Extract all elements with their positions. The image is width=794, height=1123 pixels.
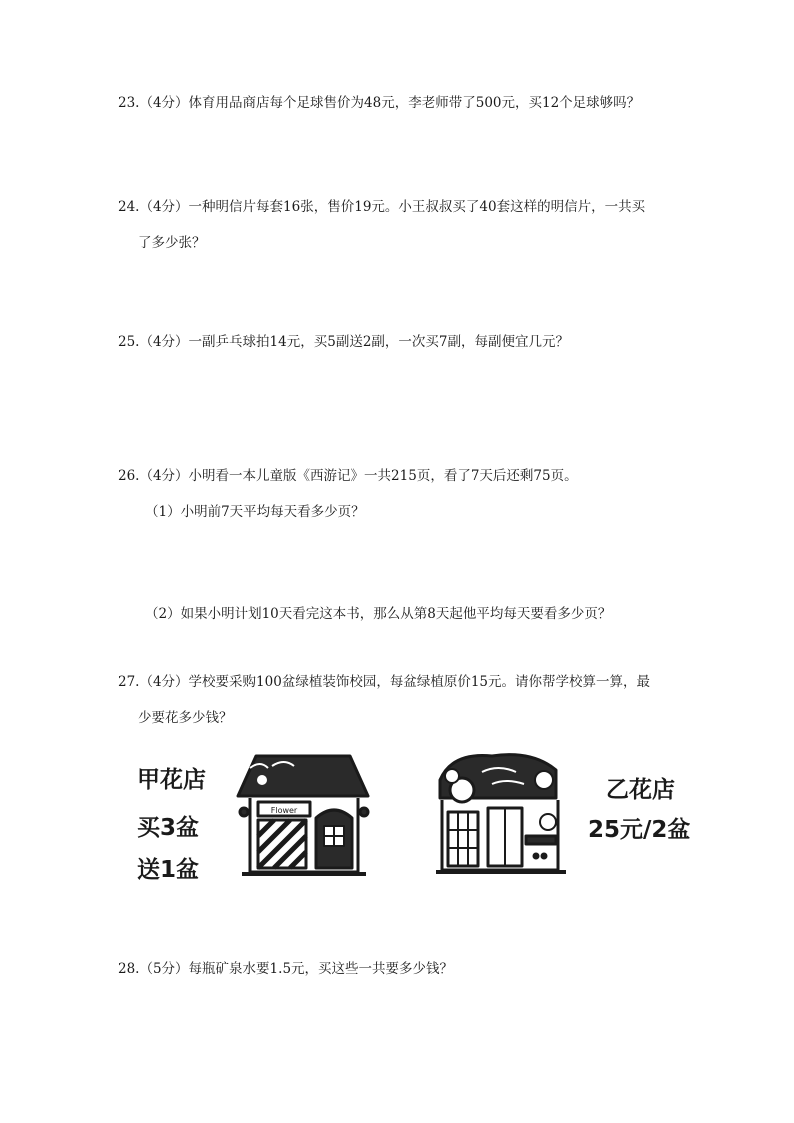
question-26-sub1: （1）小明前7天平均每天看多少页？ [145,504,365,520]
question-28: 28.（5分）每瓶矿泉水要1.5元，买这些一共要多少钱？ [118,961,454,977]
question-27-line2: 少要花多少钱？ [138,710,233,726]
question-24-line1: 24.（4分）一种明信片每套16张，售价19元。小王叔叔买了40套这样的明信片，一共买 [118,199,646,215]
shop-yi-illustration [432,750,572,880]
question-24-line2: 了多少张？ [138,235,206,251]
shop-yi-name: 乙花店 [606,777,675,803]
question-23: 23.（4分）体育用品商店每个足球售价为48元，李老师带了500元，买12个足球够吗？ [118,95,641,111]
shop-jia-offer-free: 送1盆 [137,857,200,883]
question-26-sub2: （2）如果小明计划10天看完这本书，那么从第8天起他平均每天要看多少页？ [145,606,612,622]
shop-jia-name: 甲花店 [137,767,206,793]
question-25: 25.（4分）一副乒乓球拍14元，买5副送2副，一次买7副，每副便宜几元？ [118,334,570,350]
shop-jia-illustration [232,752,372,880]
shop-yi-price: 25元/2盆 [588,817,691,843]
question-27-line1: 27.（4分）学校要采购100盆绿植装饰校园，每盆绿植原价15元。请你帮学校算一算，最 [118,674,651,690]
shop-jia-sign-text: Flower [270,806,298,815]
question-26: 26.（4分）小明看一本儿童版《西游记》一共215页，看了7天后还剩75页。 [118,468,578,484]
shop-jia-offer-buy: 买3盆 [137,815,200,841]
